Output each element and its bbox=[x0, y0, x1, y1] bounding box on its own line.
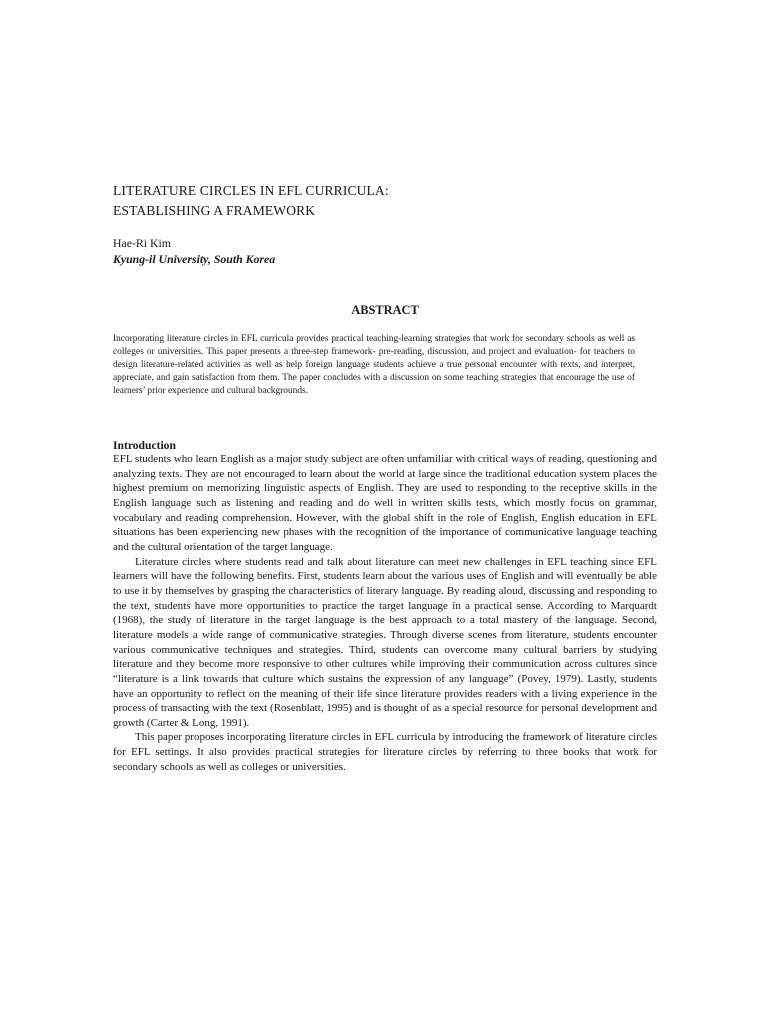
introduction-paragraph-1: EFL students who learn English as a major study subject are often unfamiliar with critical ways of reading, questioning and analyzing texts. They are not encouraged to learn about the world at large since the traditional education system places the highest premium on memorizing linguistic aspects of English. They are used to responding to the receptive skills in the English language such as listening and reading and do well in written skills tests, which mostly focus on grammar, vocabulary and reading comprehension. However, with the global shift in the role of English, English education in EFL situations has been experiencing new phases with the recognition of the importance of communicative language teaching and the cultural orientation of the target language. bbox=[113, 453, 657, 553]
author-affiliation: Kyung-il University, South Korea bbox=[113, 252, 276, 266]
paper-title bbox=[113, 181, 673, 221]
title-line-2: ESTABLISHING A FRAMEWORK bbox=[113, 203, 316, 218]
abstract-heading: ABSTRACT bbox=[351, 303, 419, 317]
introduction-paragraph-3: This paper proposes incorporating literature circles in EFL curricula by introducing the framework of literature circles for EFL settings. It also provides practical strategies for literature circles by referring to three books that work for secondary schools as well as colleges or universities. bbox=[113, 731, 657, 773]
abstract-text: Incorporating literature circles in EFL curricula provides practical teaching-learning strategies that work for secondary schools as well as colleges or universities. This paper presents a three-step framework- pre-reading, discussion, and project and evaluation- for teachers to design literature-related activities as well as help foreign language students achieve a true personal encounter with texts, and interpret, appreciate, and gain satisfaction from them. The paper concludes with a discussion on some teaching strategies that encourage the use of learners’ prior experience and cultural backgrounds. bbox=[113, 334, 635, 397]
title-line-1: LITERATURE CIRCLES IN EFL CURRICULA: bbox=[113, 183, 389, 198]
author-name: Hae-Ri Kim bbox=[113, 236, 171, 250]
introduction-heading: Introduction bbox=[113, 439, 176, 452]
introduction-paragraph-2: Literature circles where students read and talk about literature can meet new challenges in EFL teaching since EFL learners will have the following benefits. First, students learn about the various uses of English and will eventually be able to use it by themselves by grasping the characteristics of literary language. By reading aloud, discussing and responding to the text, students have more opportunities to practice the target language in a practical sense. According to Marquardt (1968), the study of literature in the target language is the best approach to a total mastery of the language. Second, literature models a wide range of communicative strategies. Through diverse scenes from literature, students encounter various communicative techniques and strategies. Third, students can overcome many cultural barriers by studying literature and they become more responsive to other cultures while improving their communication across cultures since “literature is a link towards that culture which sustains the expression of any language” (Povey, 1979). Lastly, students have an opportunity to reflect on the meaning of their life since literature provides readers with a living experience in the process of transacting with the text (Rosenblatt, 1995) and is thought of as a special resource for personal development and growth (Carter & Long, 1991). bbox=[113, 555, 657, 729]
author-block bbox=[113, 235, 673, 267]
introduction-body bbox=[113, 452, 657, 774]
